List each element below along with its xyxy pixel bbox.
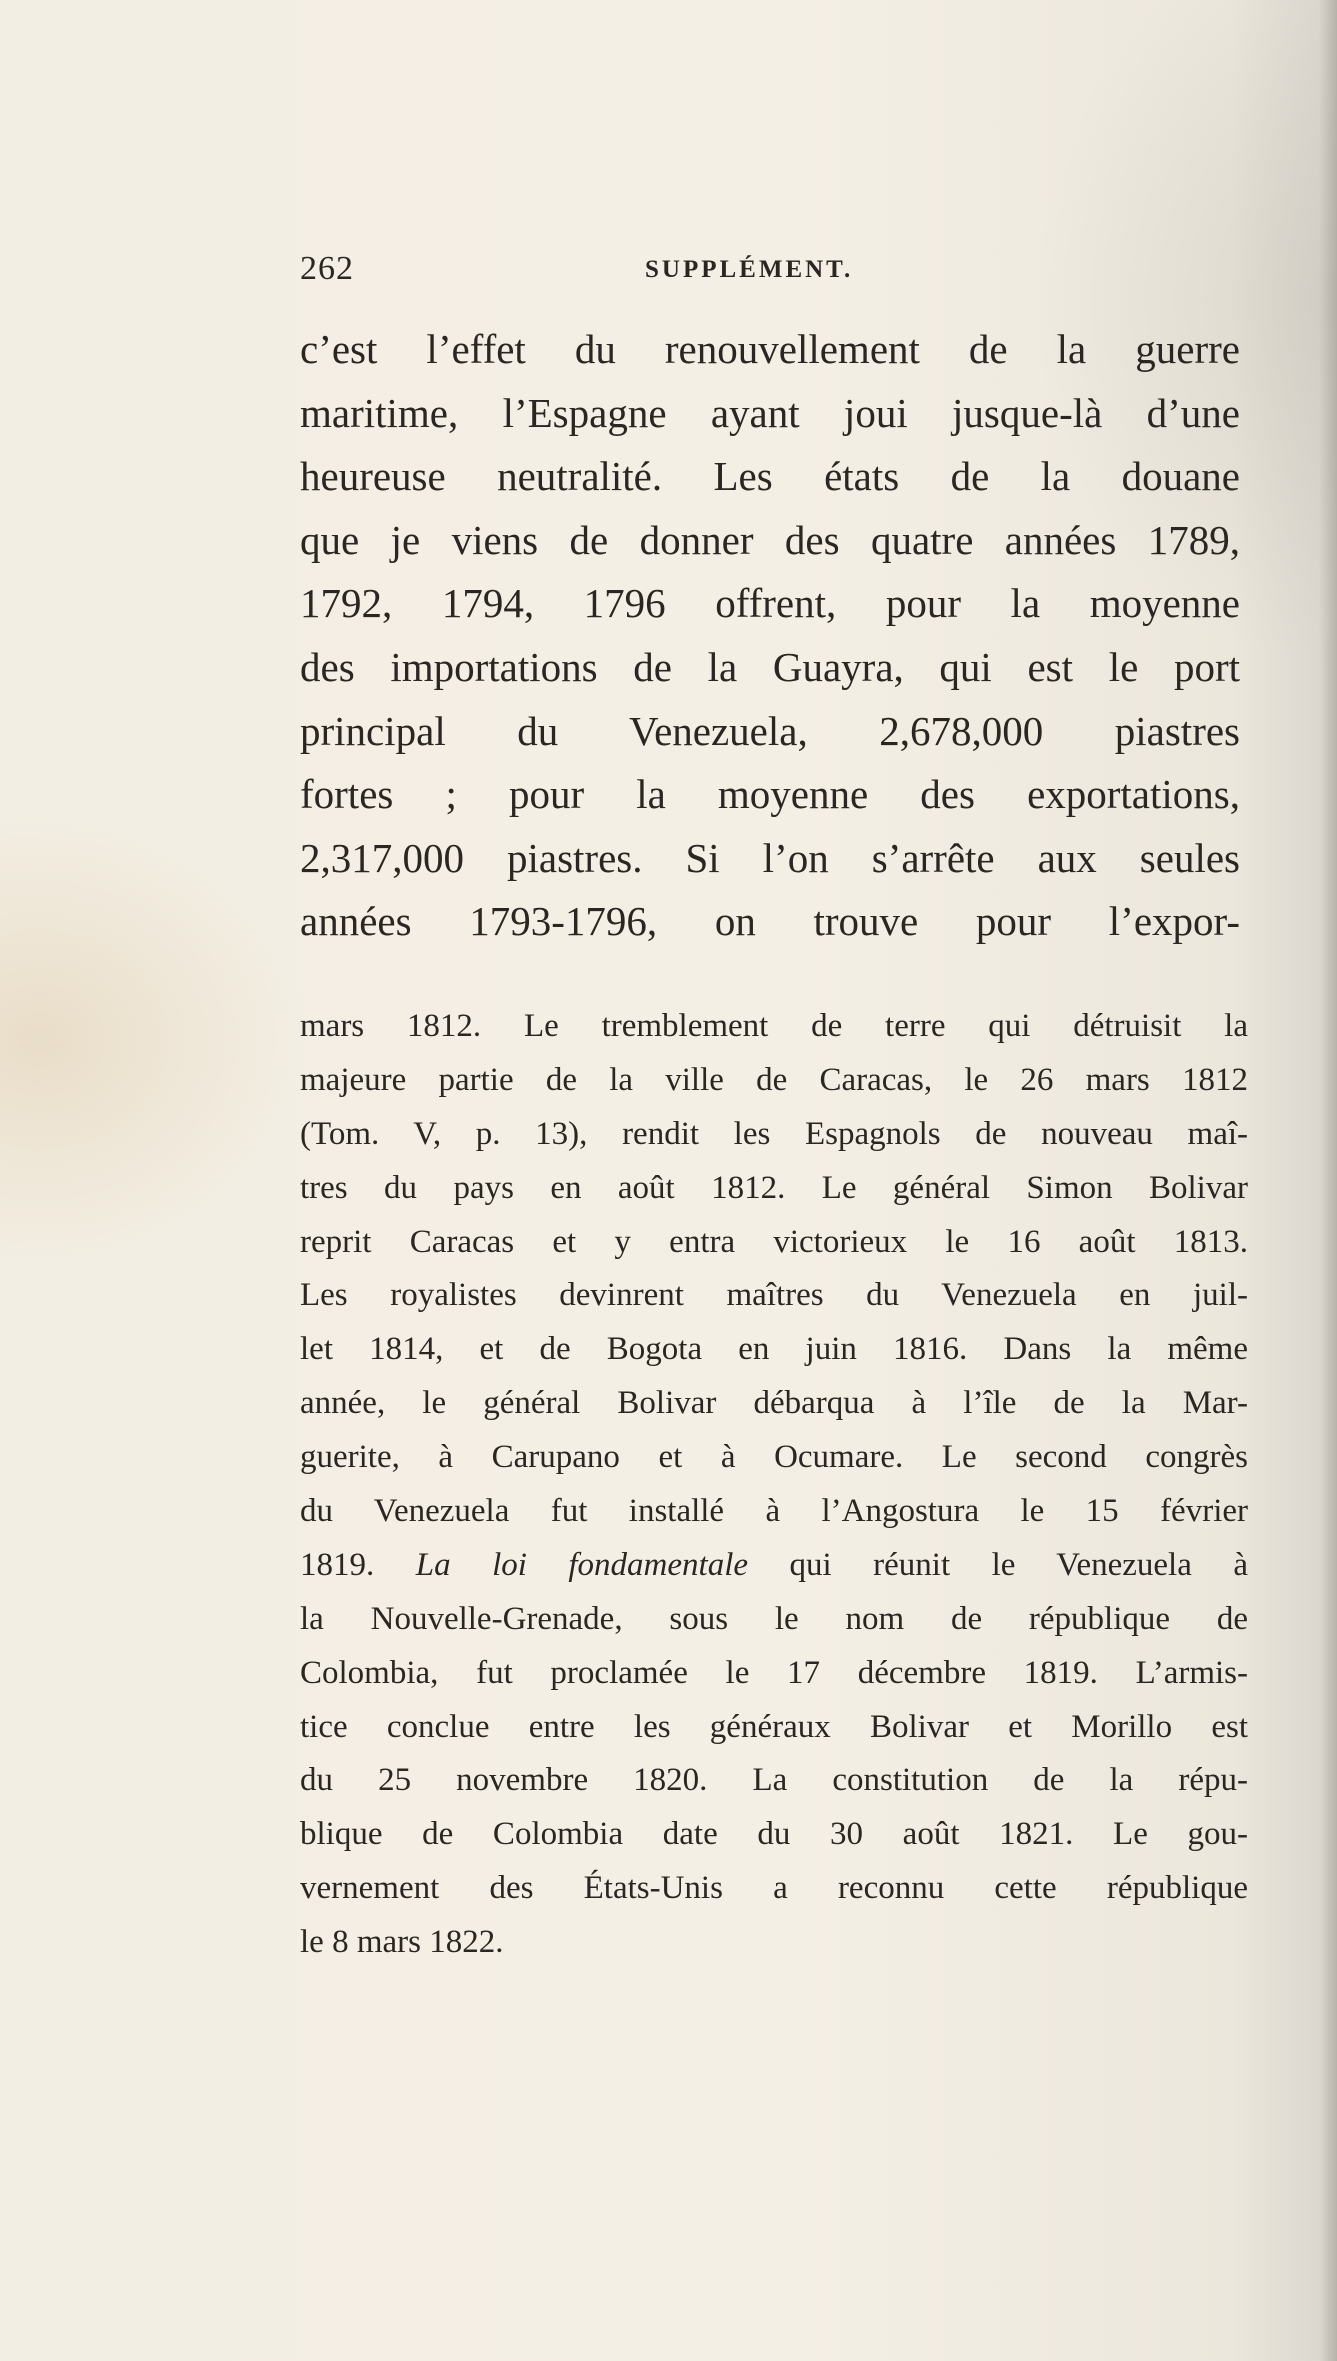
italic-title: La loi fondamentale	[415, 1546, 749, 1583]
footnote-line: la Nouvelle-Grenade, sous le nom de république de	[300, 1600, 1248, 1637]
footnote-line: vernement des États-Unis a reconnu cette république	[300, 1870, 1248, 1907]
footnote-line: Les royalistes devinrent maîtres du Venezuela en juil-	[300, 1277, 1248, 1314]
page-number: 262	[300, 250, 354, 287]
footnote-line: reprit Caracas et y entra victorieux le 16 août 1813.	[300, 1223, 1248, 1260]
text-line: maritime, l’Espagne ayant joui jusque-là d’une	[300, 389, 1240, 436]
text-line: 2,317,000 piastres. Si l’on s’arrête aux seules	[300, 834, 1240, 881]
footnote-line: mars 1812. Le tremblement de terre qui détruisit la	[300, 1008, 1248, 1044]
footnote-line: Colombia, fut proclamée le 17 décembre 1819. L’armis-	[300, 1654, 1248, 1691]
footnote-line: let 1814, et de Bogota en juin 1816. Dans la même	[300, 1331, 1248, 1368]
text-line: fortes ; pour la moyenne des exportations,	[300, 771, 1240, 818]
footnote-line: tres du pays en août 1812. Le général Simon Bolivar	[300, 1169, 1248, 1206]
footnote-line: majeure partie de la ville de Caracas, le 26 mars 1812	[300, 1061, 1248, 1098]
footnote-segment: qui réunit le Venezuela à	[748, 1546, 1248, 1583]
footnote-line: du Venezuela fut installé à l’Angostura le 15 février	[300, 1493, 1248, 1530]
text-line: que je viens de donner des quatre années 1789,	[300, 516, 1240, 563]
footnote-line: blique de Colombia date du 30 août 1821. Le gou-	[300, 1816, 1248, 1853]
footnote-line: guerite, à Carupano et à Ocumare. Le second congrès	[300, 1439, 1248, 1476]
text-line: heureuse neutralité. Les états de la douane	[300, 453, 1240, 500]
footnote-segment: 1819.	[300, 1546, 416, 1583]
text-line: c’est l’effet du renouvellement de la guerre	[300, 326, 1240, 372]
footnote-line: le 8 mars 1822.	[300, 1924, 504, 1961]
footnote-line-with-italic	[300, 1539, 1248, 1593]
text-line: années 1793-1796, on trouve pour l’expor-	[300, 898, 1240, 945]
page-edge-shadow	[1319, 0, 1337, 2361]
footnote-line: (Tom. V, p. 13), rendit les Espagnols de nouveau maî-	[300, 1115, 1248, 1152]
main-text	[300, 318, 1240, 954]
footnote-line: du 25 novembre 1820. La constitution de la répu-	[300, 1762, 1248, 1799]
text-line: 1792, 1794, 1796 offrent, pour la moyenne	[300, 580, 1240, 627]
text-line: des importations de la Guayra, qui est le port	[300, 643, 1240, 690]
footnote-line: année, le général Bolivar débarqua à l’île de la Mar-	[300, 1385, 1248, 1422]
page-header	[300, 250, 1250, 300]
text-line: principal du Venezuela, 2,678,000 piastres	[300, 707, 1240, 754]
footnote-line: tice conclue entre les généraux Bolivar et Morillo est	[300, 1708, 1248, 1745]
footnote	[300, 1000, 1248, 1970]
running-head: SUPPLÉMENT.	[645, 256, 854, 283]
